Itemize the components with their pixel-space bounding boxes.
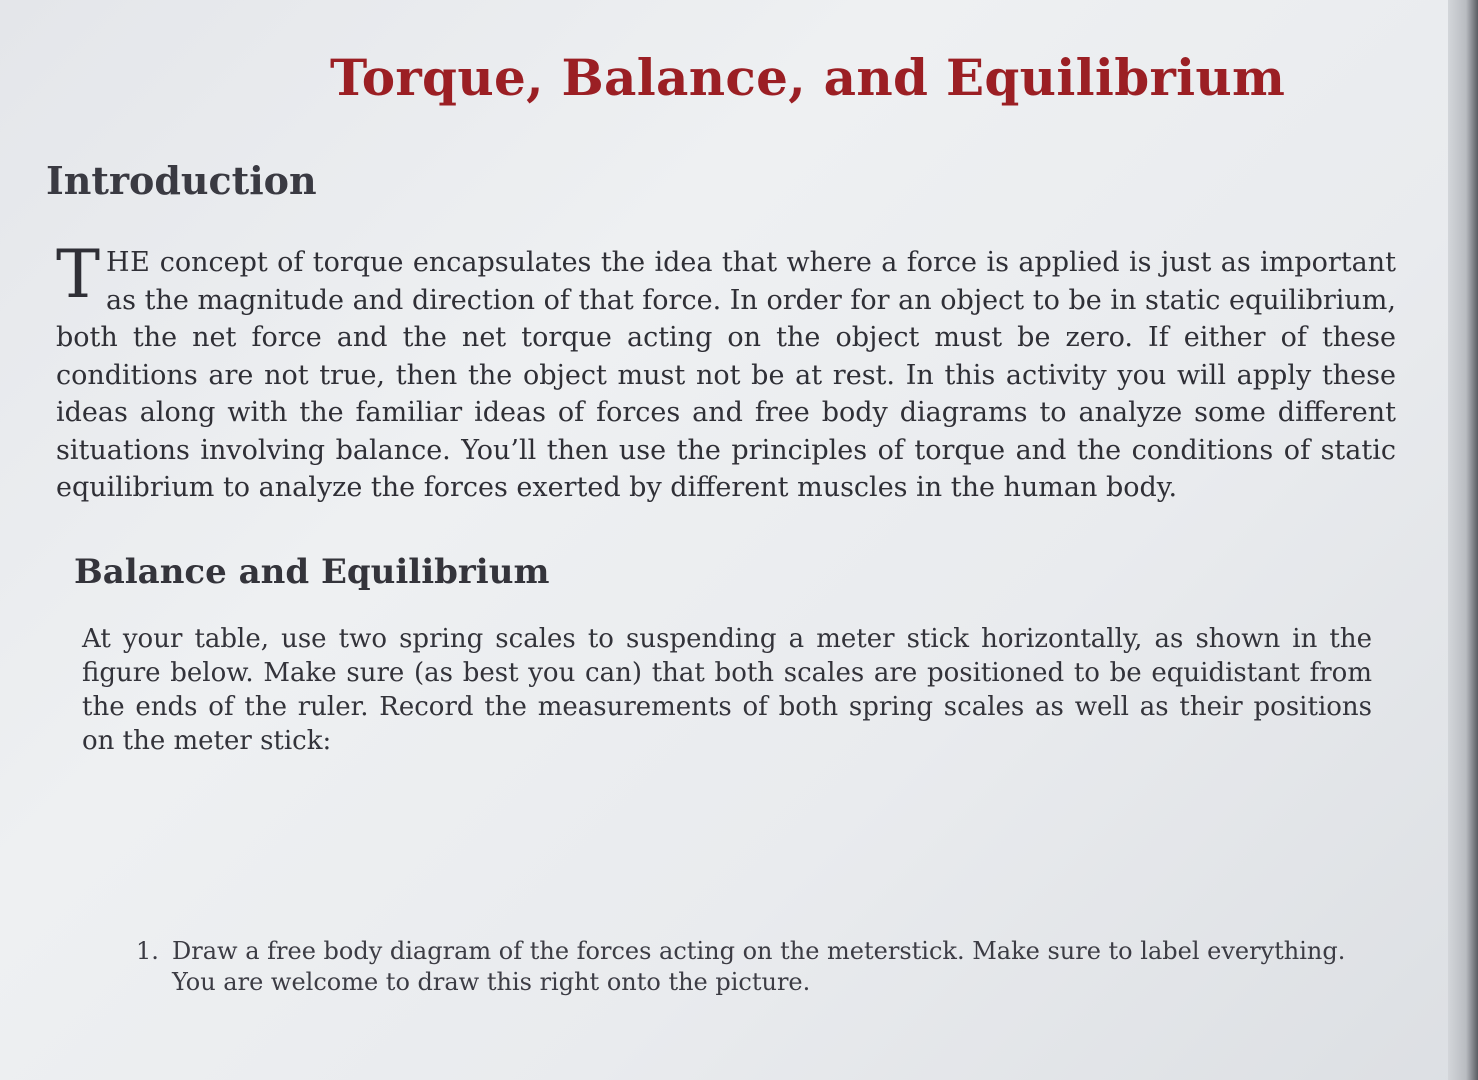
balance-instructions: At your table, use two spring scales to suspending a meter stick horizontally, as shown in the figure below. Make sure (as best you can) that both scales are positioned to be equidistant from the ends of the ruler. Record the measurements of both spring scales as well as their positions on the meter stick: (82, 624, 1372, 756)
intro-body-text: concept of torque encapsulates the idea that where a force is applied is just as important as the magnitude and direction of that force. In order for an object to be in static equilibrium, both the net force and the net torque acting on the object must be zero. If either of these conditions are not true, then the object must not be at rest. In this activity you will apply these ideas along with the familiar ideas of forces and free body diagrams to analyze some different situations involving balance. You’ll then use the principles of torque and the conditions of static equilibrium to analyze the forces exerted by different muscles in the human body. (56, 247, 1396, 503)
screen-edge (1448, 0, 1478, 1080)
introduction-heading: Introduction (46, 158, 317, 203)
introduction-paragraph (56, 236, 1396, 507)
drop-cap: T (56, 236, 101, 313)
question-1 (136, 936, 1372, 998)
document-title: Torque, Balance, and Equilibrium (330, 48, 1286, 107)
question-number: 1. (136, 937, 159, 965)
intro-smallcaps: HE (106, 247, 151, 278)
balance-heading: Balance and Equilibrium (74, 552, 550, 592)
question-text: Draw a free body diagram of the forces acting on the meterstick. Make sure to label everything. You are welcome to draw this right onto the picture. (172, 937, 1346, 996)
